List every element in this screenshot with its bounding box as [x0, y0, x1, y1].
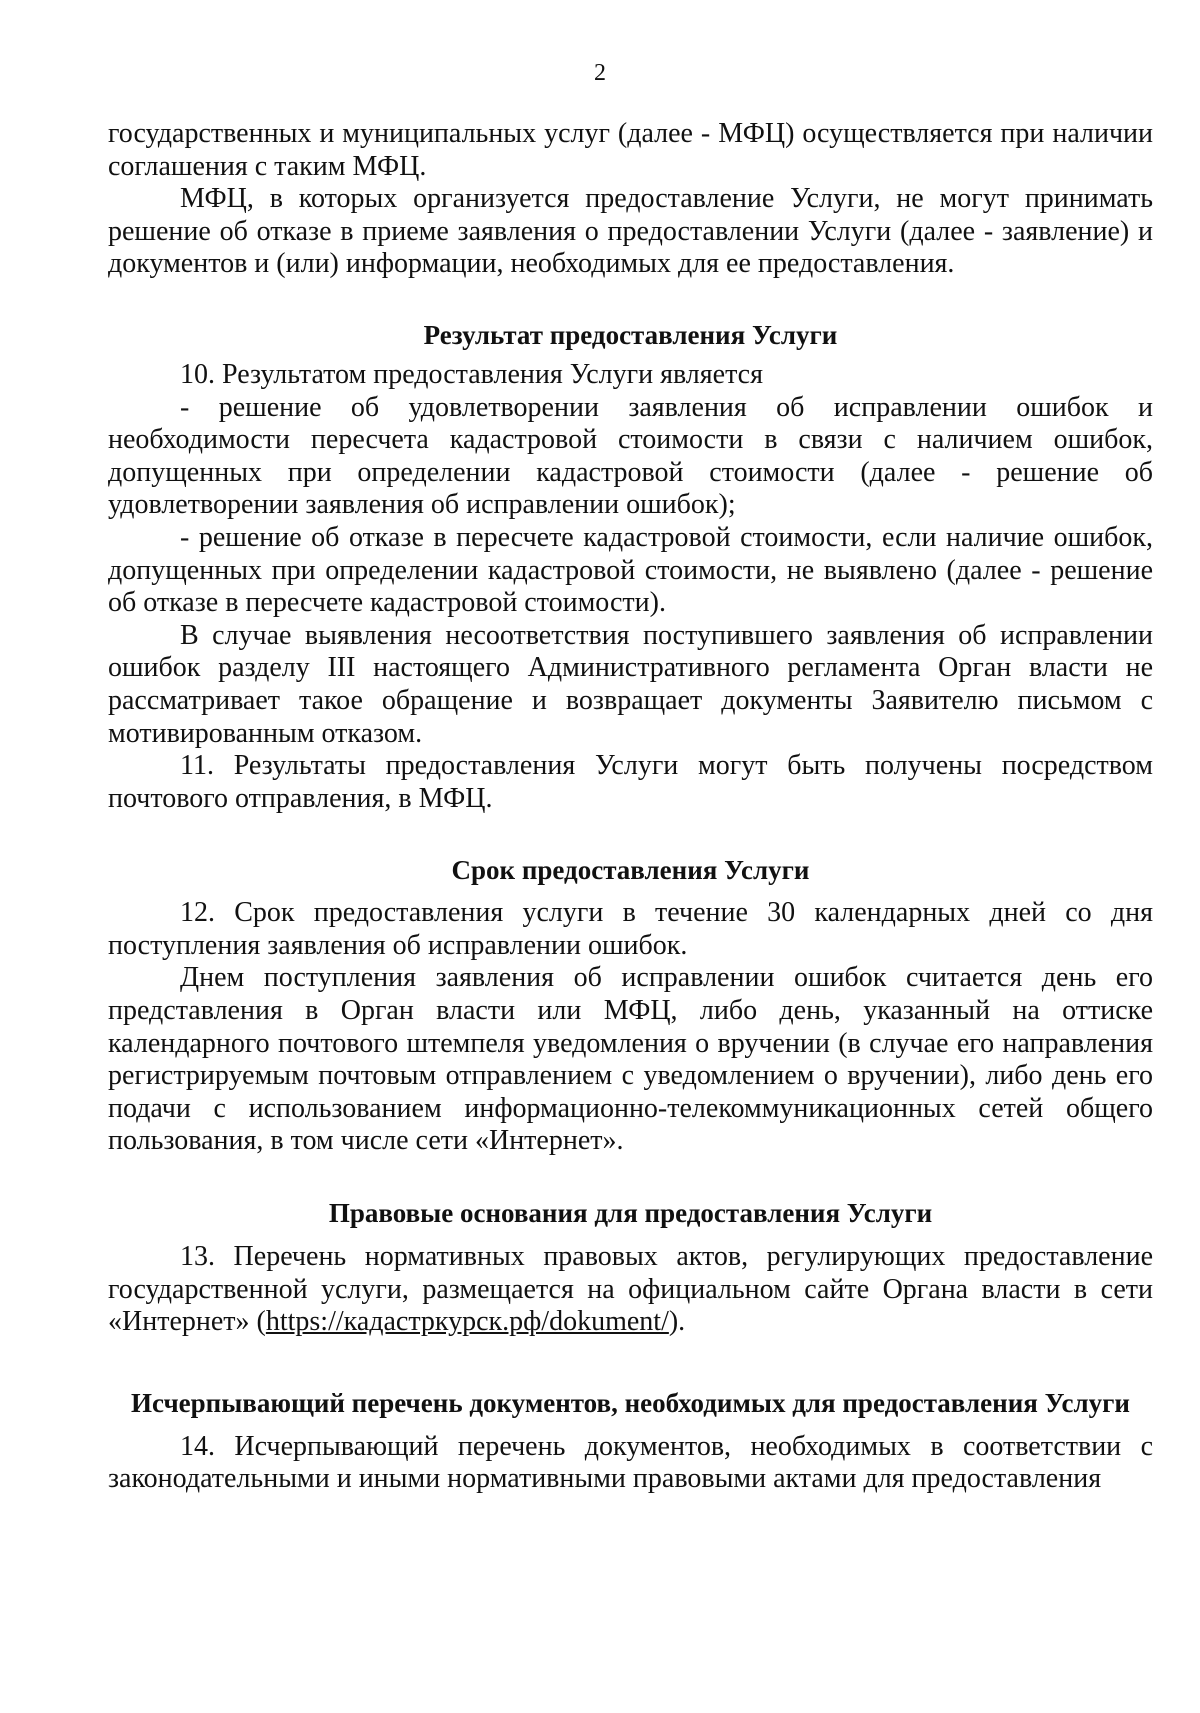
- result-paragraph-10: 10. Результатом предоставления Услуги является: [180, 358, 763, 390]
- legal-text-after-link: ).: [668, 1306, 686, 1338]
- result-paragraph-11: 11. Результаты предоставления Услуги могут быть получены посредством почтового отправления, в МФЦ.: [108, 750, 1153, 814]
- documents-paragraph-14: 14. Исчерпывающий перечень документов, необходимых в соответствии с законодательными и иными нормативными правовыми актами для предоставления: [108, 1430, 1153, 1495]
- section-heading-result: Результат предоставления Услуги: [423, 319, 838, 350]
- page-number: 2: [594, 60, 606, 86]
- result-item-refusal: - решение об отказе в пересчете кадастровой стоимости, если наличие ошибок, допущенных при определении кадастровой стоимости, не выявлено (далее - решение об отказе в пересчете кадастровой стоимости).: [108, 521, 1153, 619]
- intro-paragraph-2: МФЦ, в которых организуется предоставление Услуги, не могут принимать решение об отказе в приеме заявления о предоставлении Услуги (далее - заявление) и документов и (или) информации, необходимых для ее предоставления.: [108, 183, 1153, 280]
- section-heading-term: Срок предоставления Услуги: [451, 855, 810, 886]
- legal-paragraph-13: [108, 1241, 1153, 1339]
- legal-document-link[interactable]: https://кадастркурск.рф/dokument/: [265, 1306, 669, 1338]
- term-paragraph-receipt-day: Днем поступления заявления об исправлении ошибок считается день его представления в Орган власти или МФЦ, либо день, указанный на оттиске календарного почтового штемпеля уведомления о вручении (в случае его направления регистрируемым почтовым отправлением с уведомлением о вручении), либо день его подачи с использованием информационно-телекоммуникационных сетей общего пользования, в том числе сети «Интернет».: [108, 962, 1153, 1157]
- document-body: [108, 118, 1153, 1496]
- section-heading-documents: Исчерпывающий перечень документов, необходимых для предоставления Услуги: [131, 1387, 1130, 1418]
- legal-text-before-link: 13. Перечень нормативных правовых актов, регулирующих предоставление государственной услуги, размещается на официальном сайте Органа власти в сети «Интернет» (: [108, 1241, 1153, 1338]
- result-item-satisfaction: - решение об удовлетворении заявления об исправлении ошибок и необходимости пересчета кадастровой стоимости в связи с наличием ошибок, допущенных при определении кадастровой стоимости (далее - решение об удовлетворении заявления об исправлении ошибок);: [108, 391, 1153, 521]
- result-paragraph-mismatch: В случае выявления несоответствия поступившего заявления об исправлении ошибок разделу III настоящего Административного регламента Орган власти не рассматривает такое обращение и возвращает документы Заявителю письмом с мотивированным отказом.: [108, 619, 1153, 749]
- term-paragraph-12: 12. Срок предоставления услуги в течение 30 календарных дней со дня поступления заявления об исправлении ошибок.: [108, 897, 1153, 961]
- section-heading-legal: Правовые основания для предоставления Услуги: [328, 1198, 933, 1229]
- intro-paragraph-1: государственных и муниципальных услуг (далее - МФЦ) осуществляется при наличии соглашения с таким МФЦ.: [108, 118, 1153, 182]
